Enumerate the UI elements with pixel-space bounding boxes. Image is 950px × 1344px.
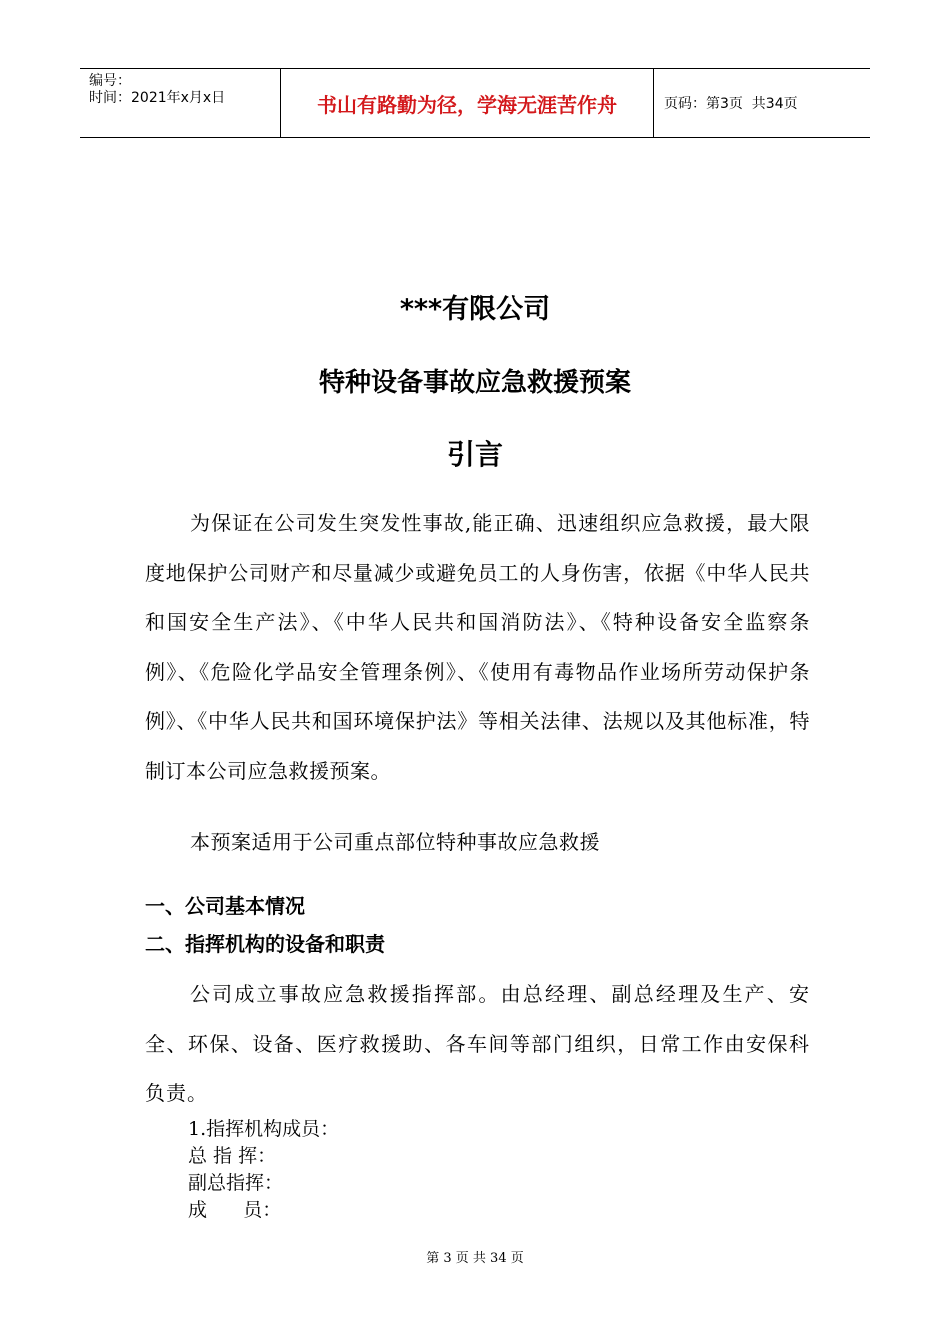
page-footer: 第 3 页 共 34 页 <box>426 1251 524 1266</box>
company-name: ***有限公司 <box>399 294 551 325</box>
intro-paragraph: 为保证在公司发生突发性事故,能正确、迅速组织应急救援，最大限度地保护公司财产和尽量减少或避免员工的人身伤害，依据《中华人民共和国安全生产法》、《中华人民共和国消防法》、《特种设备安全监察条例》、《危险化学品安全管理条例》、《使用有毒物品作业场所劳动保护条例》、《中华人民共和国环境保护法》等相关法律、法规以及其他标准，特制订本公司应急救援预案。 <box>145 511 810 783</box>
list-item-deputy: 副总指挥： <box>188 1172 284 1194</box>
list-item-members-title: 1.指挥机构成员： <box>188 1118 340 1140</box>
header-motto: 书山有路勤为径，学海无涯苦作舟 <box>281 69 654 137</box>
section2-paragraph: 公司成立事故应急救援指挥部。由总经理、副总经理及生产、安全、环保、设备、医疗救援助、各车间等部门组织，日常工作由安保科负责。 <box>145 982 810 1105</box>
command-members-list <box>188 1116 339 1224</box>
list-item-members: 成 员： <box>188 1199 282 1221</box>
page-header <box>80 68 870 138</box>
intro-heading: 引言 <box>446 438 503 471</box>
section-heading-1: 一、公司基本情况 <box>145 894 305 918</box>
document-title: 特种设备事故应急救援预案 <box>318 368 631 398</box>
header-left-cell <box>80 69 281 137</box>
time-label: 时间：2021年x月x日 <box>89 90 226 106</box>
header-right-cell <box>654 69 870 137</box>
section-heading-2: 二、指挥机构的设备和职责 <box>145 932 385 956</box>
number-label: 编号： <box>89 73 131 89</box>
header-page-info: 页码：第3页 共34页 <box>664 96 798 112</box>
scope-paragraph: 本预案适用于公司重点部位特种事故应急救援 <box>190 830 600 854</box>
list-item-commander: 总 指 挥： <box>188 1145 277 1167</box>
